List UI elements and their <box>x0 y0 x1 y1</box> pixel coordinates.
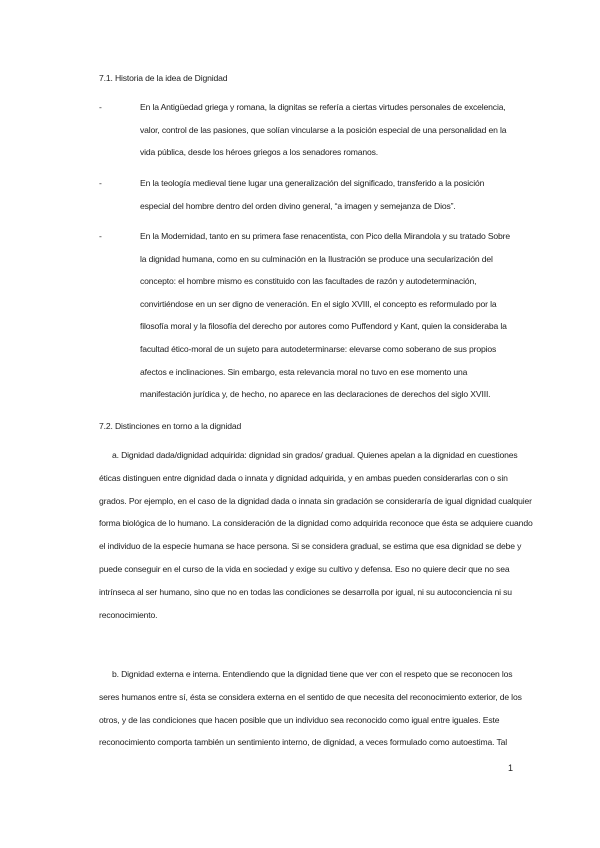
text-line: forma biológica de lo humano. La consideración de la dignidad como adquirida reconoce que ésta se adquiere cuando <box>99 518 533 529</box>
text-line: En la Modernidad, tanto en su primera fase renacentista, con Pico della Mirandola y su tratado Sobre <box>140 231 511 241</box>
text-line: a. Dignidad dada/dignidad adquirida: dignidad sin grados/ gradual. Quienes apelan a la dignidad en cuestiones <box>112 450 518 460</box>
bullet-item-antiquity <box>140 96 516 164</box>
text-line: otros, y de las condiciones que hacen posible que un individuo sea reconocido como igual entre iguales. Este <box>99 714 500 725</box>
text-line: intrínseca al ser humano, sino que no en todas las condiciones se desarrolla por igual, ni su autoconciencia ni su <box>99 586 512 597</box>
text-line: concepto: el hombre mismo es constituido con las facultades de razón y autodeterminación, <box>140 276 477 287</box>
section-heading-history: 7.1. Historia de la idea de Dignidad <box>99 73 228 83</box>
text-line: reconocimiento. <box>99 609 158 620</box>
bullet-item-medieval <box>140 172 516 217</box>
text-line: b. Dignidad externa e interna. Entendiendo que la dignidad tiene que ver con el respeto que se reconocen los <box>112 669 513 679</box>
text-line: reconocimiento comporta también un sentimiento interno, de dignidad, a veces formulado como autoestima. Tal <box>99 737 507 748</box>
text-line: puede conseguir en el curso de la vida en sociedad y exige su cultivo y defensa. Eso no quiere decir que no sea <box>99 563 510 574</box>
text-line: En la Antigüedad griega y romana, la dignitas se refería a ciertas virtudes personales de excelencia, <box>140 102 506 112</box>
bullet-marker: - <box>99 178 102 188</box>
bullet-marker: - <box>99 102 102 112</box>
text-line: el individuo de la especie humana se hace persona. Si se considera gradual, se estima que esa dignidad se debe y <box>99 541 522 552</box>
text-line: En la teología medieval tiene lugar una generalización del significado, transferido a la posición <box>140 178 485 188</box>
text-line: vida pública, desde los héroes griegos a los senadores romanos. <box>140 147 379 158</box>
text-line: manifestación jurídica y, de hecho, no aparece en las declaraciones de derechos del siglo XVIII. <box>140 389 491 400</box>
text-line: éticas distinguen entre dignidad dada o innata y dignidad adquirida, y en ambas pueden considerarlas con o sin <box>99 472 508 483</box>
text-line: grados. Por ejemplo, en el caso de la dignidad dada o innata sin gradación se consideraría de igual dignidad cualquier <box>99 495 532 506</box>
text-line: facultad ético-moral de un sujeto para autodeterminarse: elevarse como soberano de sus propios <box>140 343 497 354</box>
text-line: la dignidad humana, como en su culminación en la Ilustración se produce una secularización del <box>140 253 493 264</box>
text-line: seres humanos entre sí, ésta se considera externa en el sentido de que necesita del reconocimiento exterior, de los <box>99 691 522 702</box>
bullet-marker: - <box>99 231 102 241</box>
text-line: convirtiéndose en un ser digno de veneración. En el siglo XVIII, el concepto es reformulado por la <box>140 298 497 309</box>
text-line: afectos e inclinaciones. Sin embargo, esta relevancia moral no tuvo en ese momento una <box>140 366 468 377</box>
page-number: 1 <box>508 763 513 773</box>
text-line: filosofía moral y la filosofía del derecho por autores como Puffendord y Kant, quien la consideraba la <box>140 321 507 332</box>
text-line: valor, control de las pasiones, que solían vincularse a la posición especial de una personalidad en la <box>140 124 507 135</box>
section-heading-distinctions: 7.2. Distinciones en torno a la dignidad <box>99 421 242 431</box>
paragraph-external-internal <box>99 663 522 754</box>
text-line: especial del hombre dentro del orden divino general, “a imagen y semejanza de Dios”. <box>140 200 456 211</box>
paragraph-given-acquired <box>99 444 533 626</box>
bullet-item-modernity <box>140 225 516 406</box>
